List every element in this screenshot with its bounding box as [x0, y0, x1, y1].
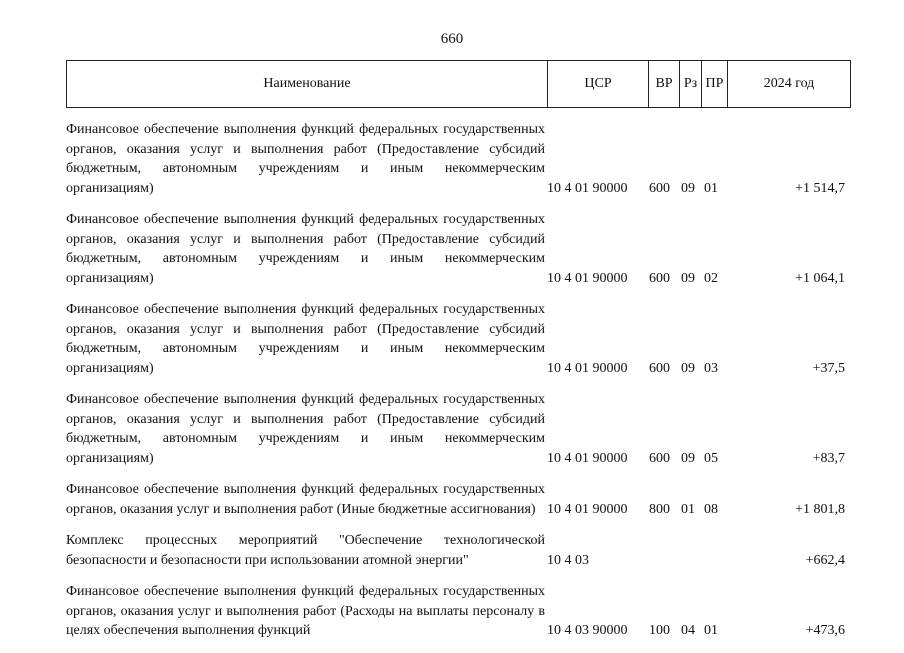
row-description: Финансовое обеспечение выполнения функций федеральных государственных органов, оказания услуг и выполнения работ (Иные бюджетные ассигнования) — [66, 482, 545, 517]
row-csr: 10 4 01 90000 — [547, 450, 628, 466]
row-pr: 01 — [704, 180, 718, 196]
row-vr: 600 — [649, 270, 670, 286]
row-description: Комплекс процессных мероприятий "Обеспечение технологической безопасности и безопасности при использовании атомной энергии" — [66, 533, 545, 568]
row-rz: 04 — [681, 623, 695, 638]
row-rz: 01 — [681, 501, 695, 517]
row-description: Финансовое обеспечение выполнения функций федеральных государственных органов, оказания услуг и выполнения работ (Предоставление субсидий бюджетным, автономным учреждениям и иным некоммерческим организациям) — [66, 302, 545, 376]
table-row — [66, 480, 851, 519]
table-row — [66, 582, 851, 641]
table-row — [66, 531, 851, 570]
row-csr: 10 4 01 90000 — [547, 501, 628, 517]
row-description: Финансовое обеспечение выполнения функций федеральных государственных органов, оказания услуг и выполнения работ (Расходы на выплаты персоналу в целях обеспечения выполнения функций — [66, 584, 545, 638]
row-description: Финансовое обеспечение выполнения функций федеральных государственных органов, оказания услуг и выполнения работ (Предоставление субсидий бюджетным, автономным учреждениям и иным некоммерческим организациям) — [66, 392, 545, 466]
row-value: +473,6 — [805, 623, 845, 638]
row-pr: 05 — [704, 450, 718, 466]
header-pr: ПР — [702, 61, 728, 107]
row-rz: 09 — [681, 180, 695, 196]
row-vr: 600 — [649, 180, 670, 196]
row-value: +83,7 — [812, 450, 845, 466]
row-csr: 10 4 03 90000 — [547, 623, 628, 638]
row-rz: 09 — [681, 270, 695, 286]
row-rz: 09 — [681, 450, 695, 466]
table-row — [66, 390, 851, 468]
row-value: +662,4 — [805, 552, 845, 568]
row-vr: 600 — [649, 360, 670, 376]
row-pr: 03 — [704, 360, 718, 376]
table-row — [66, 120, 851, 198]
table-body — [66, 120, 851, 653]
table-row — [66, 210, 851, 288]
row-value: +37,5 — [812, 360, 845, 376]
row-value: +1 801,8 — [795, 501, 845, 517]
row-pr: 08 — [704, 501, 718, 517]
row-vr: 600 — [649, 450, 670, 466]
row-rz: 09 — [681, 360, 695, 376]
header-rz: Рз — [680, 61, 702, 107]
header-vr: ВР — [649, 61, 680, 107]
table-header — [66, 60, 851, 108]
row-pr: 01 — [704, 623, 718, 638]
row-description: Финансовое обеспечение выполнения функций федеральных государственных органов, оказания услуг и выполнения работ (Предоставление субсидий бюджетным, автономным учреждениям и иным некоммерческим организациям) — [66, 122, 545, 196]
row-vr: 800 — [649, 501, 670, 517]
row-csr: 10 4 03 — [547, 552, 589, 568]
row-value: +1 064,1 — [795, 270, 845, 286]
header-name: Наименование — [67, 61, 548, 107]
row-pr: 02 — [704, 270, 718, 286]
page-number: 660 — [440, 31, 464, 47]
table-row — [66, 300, 851, 378]
row-value: +1 514,7 — [795, 180, 845, 196]
header-csr: ЦСР — [548, 61, 649, 107]
row-csr: 10 4 01 90000 — [547, 360, 628, 376]
header-year: 2024 год — [763, 76, 815, 91]
row-csr: 10 4 01 90000 — [547, 270, 628, 286]
row-description: Финансовое обеспечение выполнения функций федеральных государственных органов, оказания услуг и выполнения работ (Предоставление субсидий бюджетным, автономным учреждениям и иным некоммерческим организациям) — [66, 212, 545, 286]
row-vr: 100 — [649, 623, 670, 638]
row-csr: 10 4 01 90000 — [547, 180, 628, 196]
